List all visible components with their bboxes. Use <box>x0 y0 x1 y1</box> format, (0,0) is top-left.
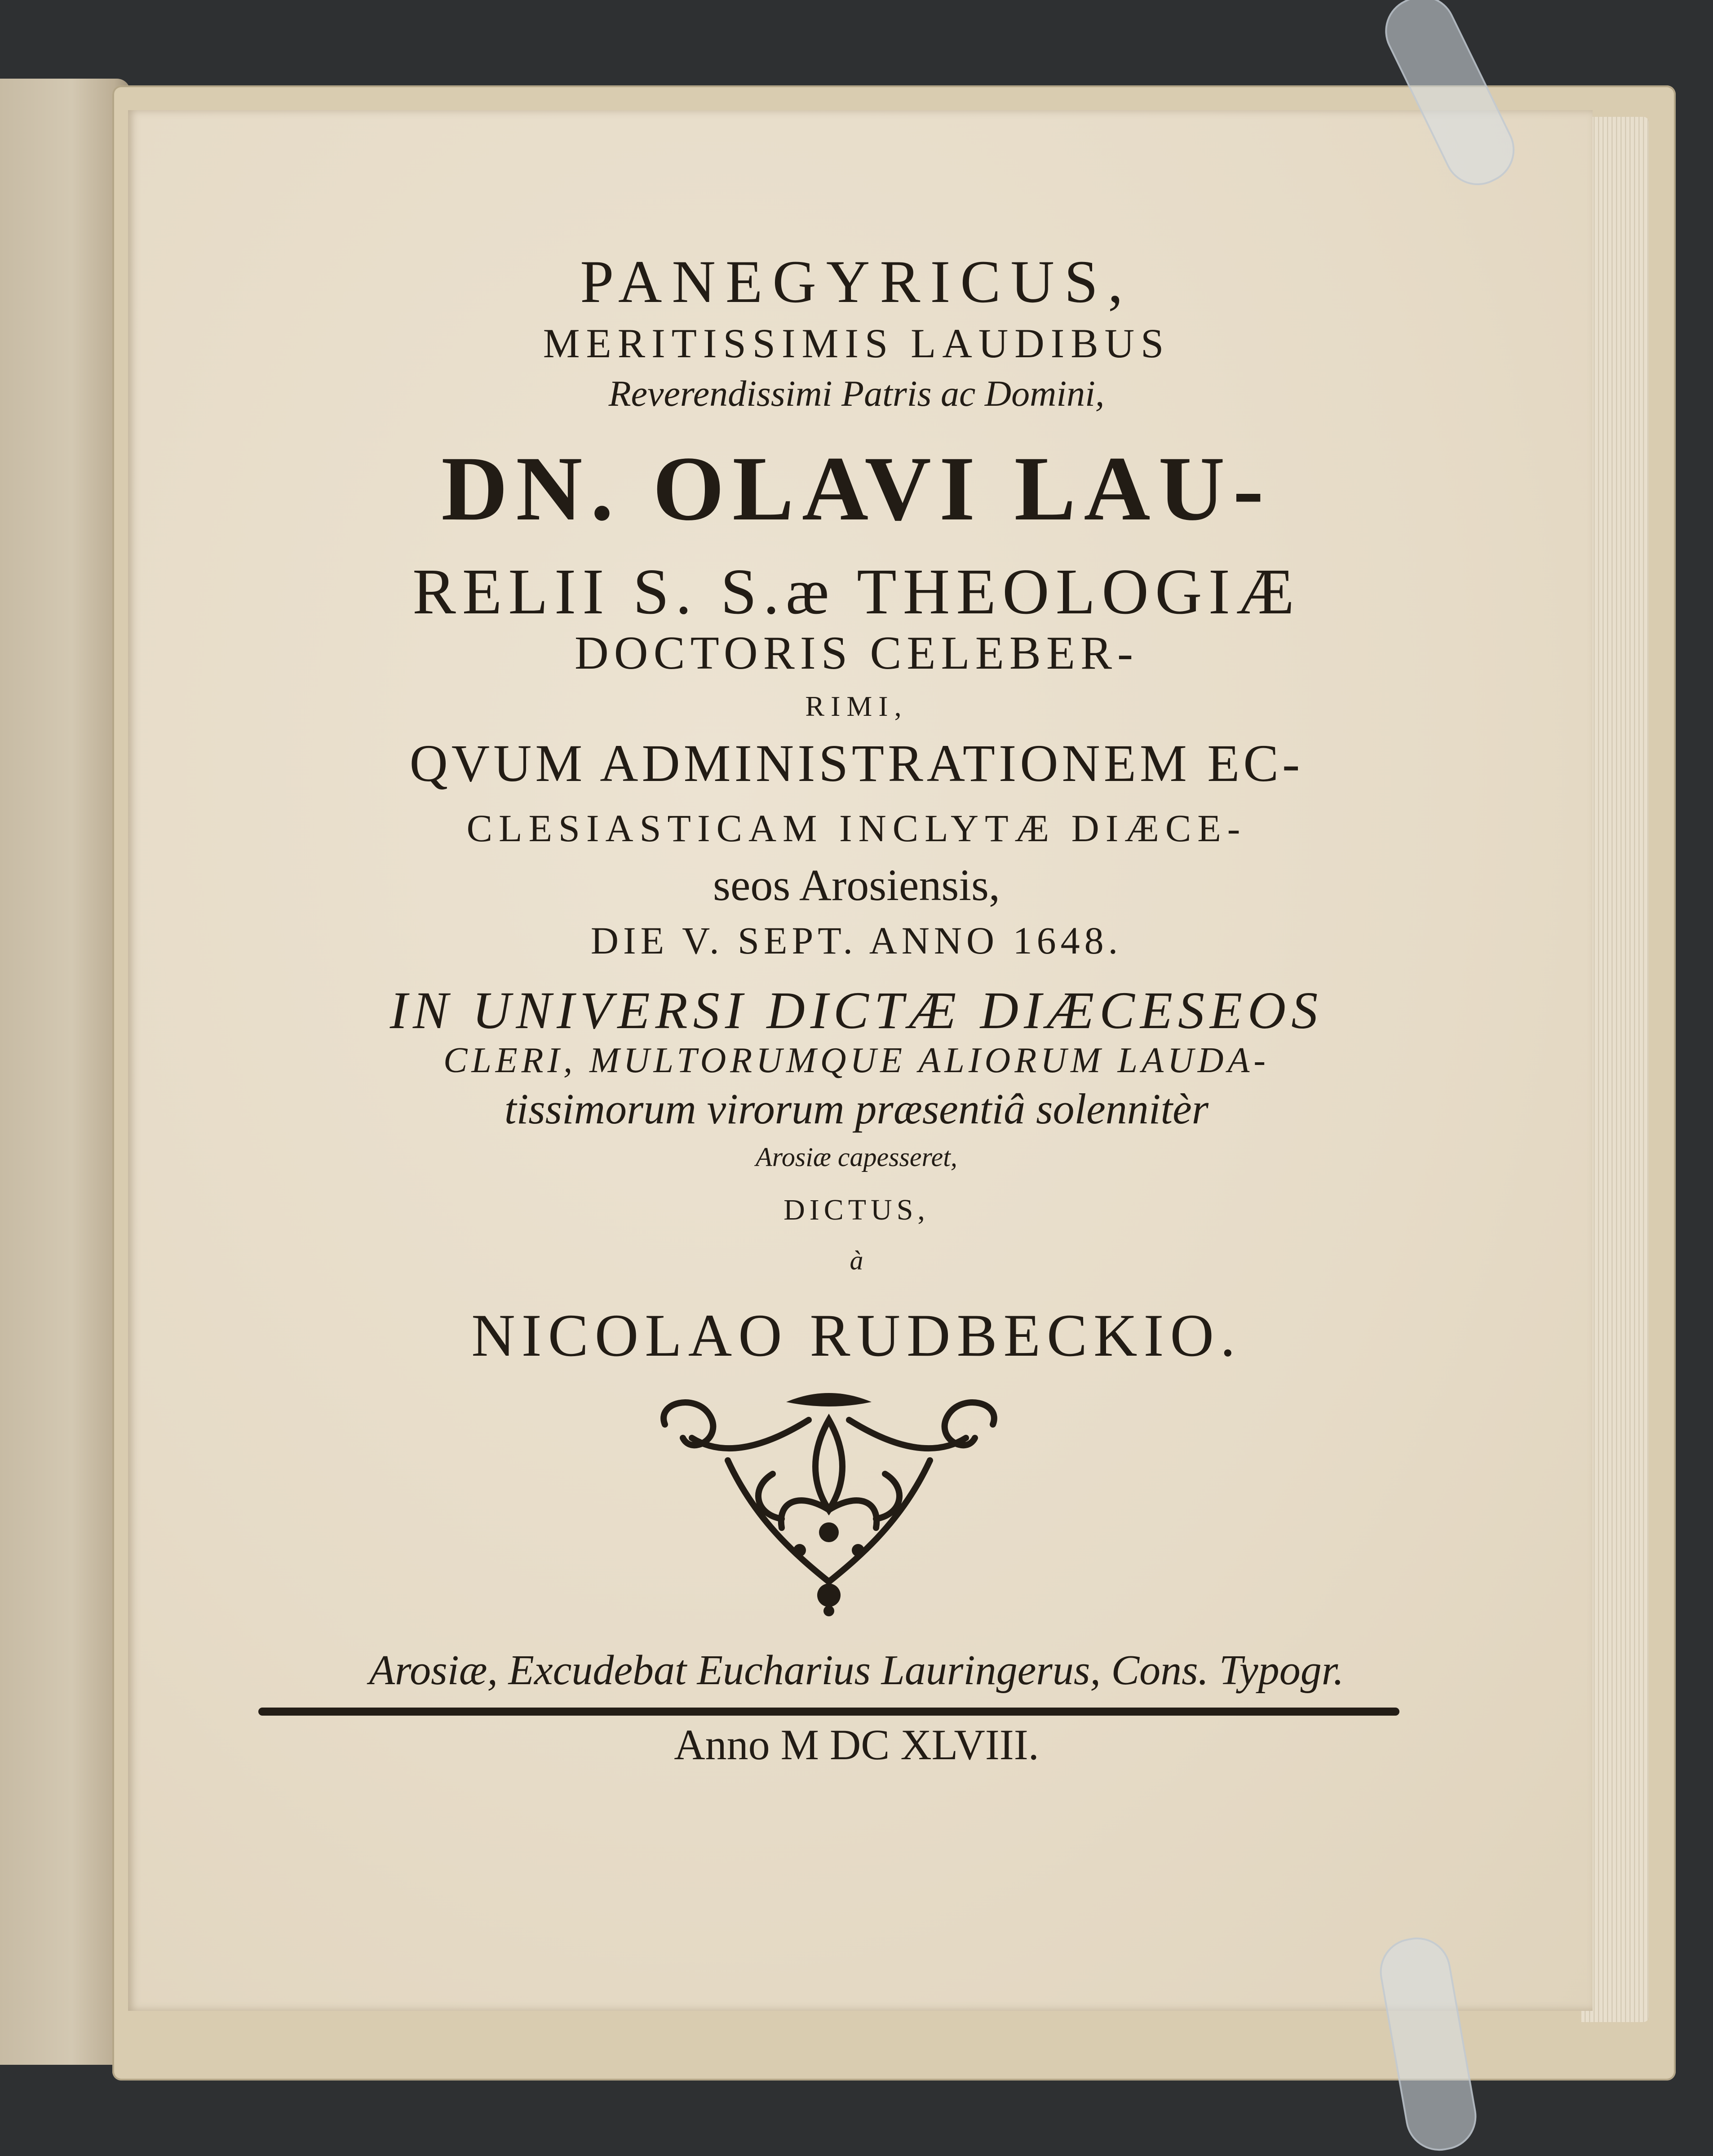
title-line-3: Reverendissimi Patris ac Domini, <box>608 373 1105 414</box>
title-line-10: seos Arosiensis, <box>713 860 1000 910</box>
title-line-15: Arosiæ capesseret, <box>756 1142 957 1172</box>
title-line-9: CLESIASTICAM INCLYTÆ DIÆCE- <box>466 807 1247 850</box>
title-line-2: MERITISSIMIS LAUDIBUS <box>543 320 1170 366</box>
title-line-4: DN. OLAVI LAU- <box>441 438 1272 540</box>
fleuron-ornament-icon <box>638 1384 1020 1618</box>
author-line: NICOLAO RUDBECKIO. <box>471 1302 1242 1369</box>
title-line-5: RELII S. S.æ THEOLOGIÆ <box>412 556 1301 628</box>
title-line-7: RIMI, <box>805 690 908 722</box>
imprint-rule <box>258 1708 1399 1716</box>
title-line-8: QVUM ADMINISTRATIONEM EC- <box>409 734 1304 793</box>
title-line-11: DIE V. SEPT. ANNO 1648. <box>590 919 1123 962</box>
year-line: Anno M DC XLVIII. <box>674 1721 1039 1769</box>
title-line-13: CLERI, MULTORUMQUE ALIORUM LAUDA- <box>443 1041 1270 1080</box>
title-line-17: à <box>850 1246 863 1275</box>
imprint-line: Arosiæ, Excudebat Eucharius Lauringerus, Cons. Typogr. <box>369 1647 1344 1694</box>
title-line-16: DICTUS, <box>783 1193 930 1226</box>
title-line-1: PANEGYRICUS, <box>580 248 1133 315</box>
title-line-12: IN UNIVERSI DICTÆ DIÆCESEOS <box>390 981 1323 1040</box>
title-line-6: DOCTORIS CELEBER- <box>574 626 1139 679</box>
title-line-14: tissimorum virorum præsentiâ solennitèr <box>504 1085 1209 1133</box>
